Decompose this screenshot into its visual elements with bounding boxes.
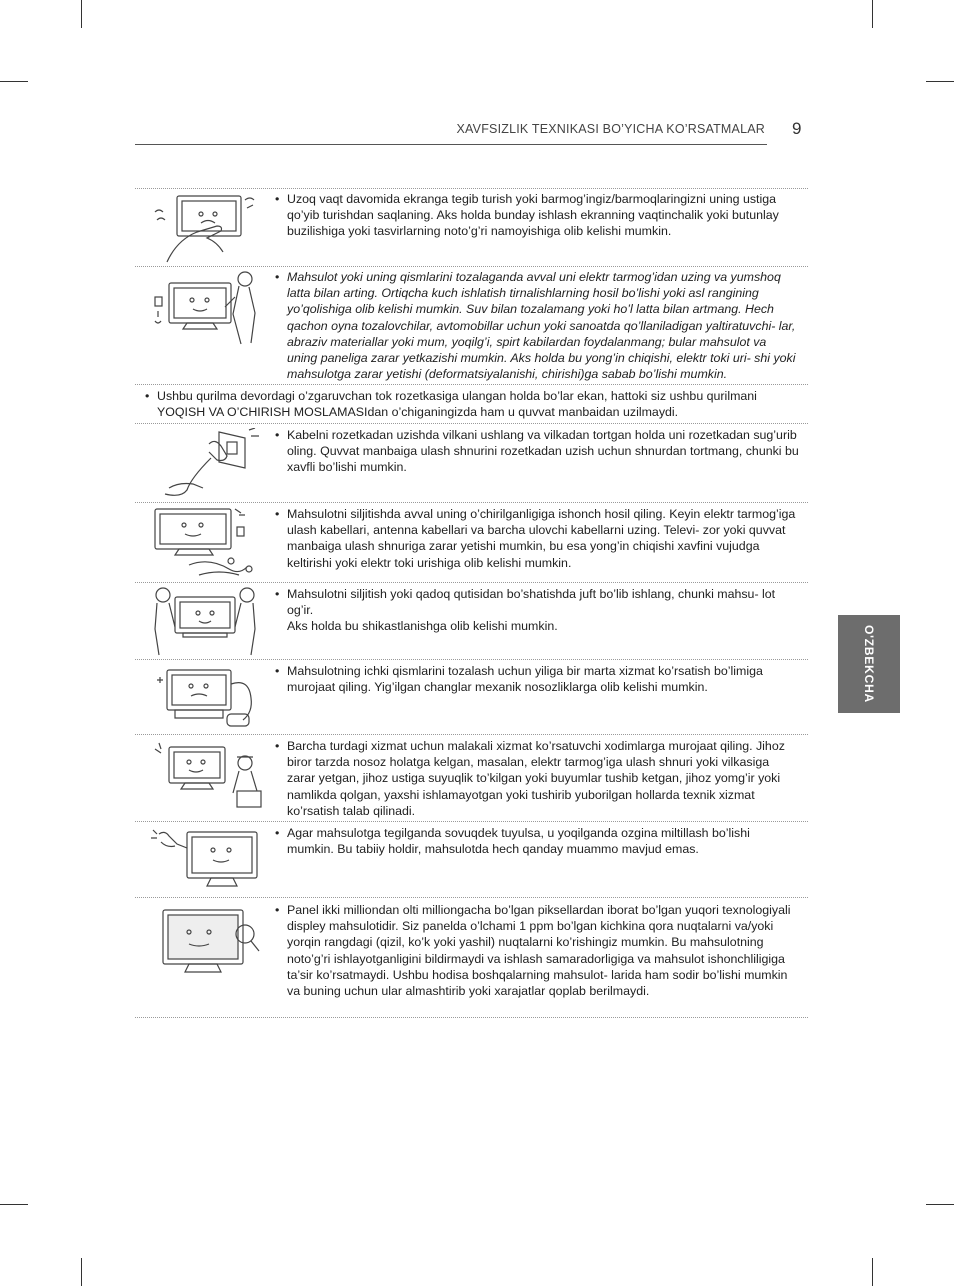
bullet: • xyxy=(275,428,280,442)
bullet: • xyxy=(275,826,280,840)
bullet: • xyxy=(145,389,150,403)
bullet: • xyxy=(275,587,280,601)
row-divider xyxy=(135,1017,808,1018)
item-text: Mahsulot yoki uning qismlarini tozalaganda avval uni elektr tarmog’idan uzing va yumshoq latta bilan arting. Ortiqcha kuch ishlatish tirnalishlarning hosil bo’lishi yoki asl rangining yo’qolishiga olib kelishi mumkin. Suv bilan tozalamang yoki ho’l latta bilan artmang. Hech qachon oyna tozalovchilar, avtomobillar uchun yoki sanoatda qo’llaniladigan yaltiratuvchi- lar, abraziv materiallar yoki mum, yoqilg’i, spirt kabilardan foydalanmang; bular mahsulot va uning paneliga zarar yetkazishi mumkin. Aks holda bu yong’in chiqishi, elektr toki uri- shi yoki mahsulotga zarar yetishi (deformatsiyalanishi, chirishi)ga sabab bo’lishi mumkin. xyxy=(287,270,796,382)
service-technician-icon xyxy=(149,739,269,813)
bullet: • xyxy=(275,270,280,284)
crop-mark xyxy=(0,81,28,82)
item-text: Mahsulotni siljitishda avval uning o’chirilganligiga ishonch hosil qiling. Keyin elektr tarmog’iga ulash kabellari, antenna kabellari va barcha ulovchi kabellarni uzing. Televi- zor yoki quvvat manbaiga ulash shnuriga zarar yetishi mumkin, bu esa yong’in chiqishi xavfini vujudga keltirishi yoki elektr toki urishiga olib kelishi mumkin. xyxy=(287,507,796,570)
safety-item xyxy=(135,660,808,734)
safety-item xyxy=(135,822,808,897)
language-tab-label: O'ZBEKCHA xyxy=(862,624,876,704)
safety-item xyxy=(135,898,808,1017)
language-tab xyxy=(838,615,900,713)
vacuum-cleaning-tv-icon xyxy=(149,664,269,732)
crop-mark xyxy=(926,81,954,82)
bullet: • xyxy=(275,507,280,521)
item-text: Barcha turdagi xizmat uchun malakali xizmat ko’rsatuvchi xodimlarga murojaat qiling. Jihoz biror tarzda nosoz holatga kelgan, masalan, elektr tarmog’iga ulash shnuri yoki vilkasiga zarar yetgan, jihoz ustiga suyuqlik to’kilgan yoki buyumlar tushib ketgan, jihoz yomg’ir yoki namlikda qolgan, yaxshi ishlamayotgan yoki tushirib yuborilgan hollarda texnik xizmat ko’rsatish talab qilinadi. xyxy=(287,739,785,818)
bullet: • xyxy=(275,664,280,678)
item-text: Agar mahsulotga tegilganda sovuqdek tuyulsa, u yoqilganda ozgina miltillash bo’lishi mumkin. Bu tabiiy holdir, mahsulotda hech qanday muammo mavjud emas. xyxy=(287,826,750,857)
page-number: 9 xyxy=(792,119,802,138)
item-text: Ushbu qurilma devordagi o’zgaruvchan tok rozetkasiga ulangan holda bo’lar ekan, hattoki siz ushbu qurilmani YOQISH VA O’CHIRISH MOSLAMASIdan o’chiganingizda ham u quvvat manbaidan uzilmaydi. xyxy=(157,389,757,420)
safety-item xyxy=(135,189,808,266)
crop-mark xyxy=(81,0,82,28)
section-title: XAVFSIZLIK TEXNIKASI BO’YICHA KO’RSATMALAR xyxy=(456,122,765,136)
item-text: Uzoq vaqt davomida ekranga tegib turish yoki barmog’ingiz/barmoqlaringizni uning ustiga qo’yib turishdan saqlaning. Aks holda bunday ishlash ekranning vaqtinchalik yoki butunlay buzilishiga yoki tasvirlarning noto’g’ri namoyishiga olib kelishi mumkin. xyxy=(287,192,779,239)
item-text: Mahsulotning ichki qismlarini tozalash uchun yiliga bir marta xizmat ko’rsatish bo’limiga murojaat qiling. Yig’ilgan changlar mexanik nosozliklarga olib kelishi mumkin. xyxy=(287,664,763,695)
safety-item xyxy=(135,503,808,582)
crop-mark xyxy=(0,1204,28,1205)
item-text: Panel ikki milliondan olti milliongacha bo’lgan piksellardan iborat bo’lgan yuqori texnologiyali displey mahsulotidir. Siz panelda o’lchami 1 ppm bo’lgan kichkina qora nuqtalarni va/yoki yorqin rangdagi (qizil, ko’k yoki yashil) nuqtalarni ko’rishingiz mumkin. Bu mahsulotning noto’g’ri ishlayotganligini bildirmaydi va ishlash samaradorligiga va mahsulot ishonchliligiga ta’sir ko’rsatmaydi. Ushbu hodisa boshqalarning mahsulot- larida ham sodir bo’lishi mumkin va buning uchun ular almashtirib yoki xarajatlar qoplab berilmaydi. xyxy=(287,903,791,999)
magnifier-pixels-tv-icon xyxy=(149,904,269,984)
bullet: • xyxy=(275,192,280,206)
crop-mark xyxy=(872,0,873,28)
two-people-carrying-tv-icon xyxy=(149,585,269,657)
tv-shock-touch-icon xyxy=(149,826,269,896)
safety-item xyxy=(135,267,808,384)
bullet: • xyxy=(275,903,280,917)
crop-mark xyxy=(81,1258,82,1286)
finger-pressing-screen-icon xyxy=(149,192,269,264)
bullet: • xyxy=(275,739,280,753)
safety-item xyxy=(135,735,808,821)
safety-item xyxy=(135,583,808,659)
item-text: Kabelni rozetkadan uzishda vilkani ushlang va vilkadan tortgan holda uni rozetkadan sug’urib oling. Quvvat manbaiga ulash shnurini rozetkadan uzish uchun shnurdan tortmang, chunki bu xavfli bo’lishi mumkin. xyxy=(287,428,799,475)
tv-with-cables-icon xyxy=(149,505,269,579)
person-cleaning-tv-icon xyxy=(149,269,269,347)
safety-item xyxy=(135,385,808,423)
item-text: Mahsulotni siljitish yoki qadoq qutisidan bo’shatishda juft bo’lib ishlang, chunki mahsu- lot og’ir. Aks holda bu shikastlanishga olib kelishi mumkin. xyxy=(287,587,776,634)
crop-mark xyxy=(872,1258,873,1286)
crop-mark xyxy=(926,1204,954,1205)
header-divider xyxy=(135,144,767,145)
unplug-cable-icon xyxy=(149,428,269,500)
safety-item xyxy=(135,424,808,502)
